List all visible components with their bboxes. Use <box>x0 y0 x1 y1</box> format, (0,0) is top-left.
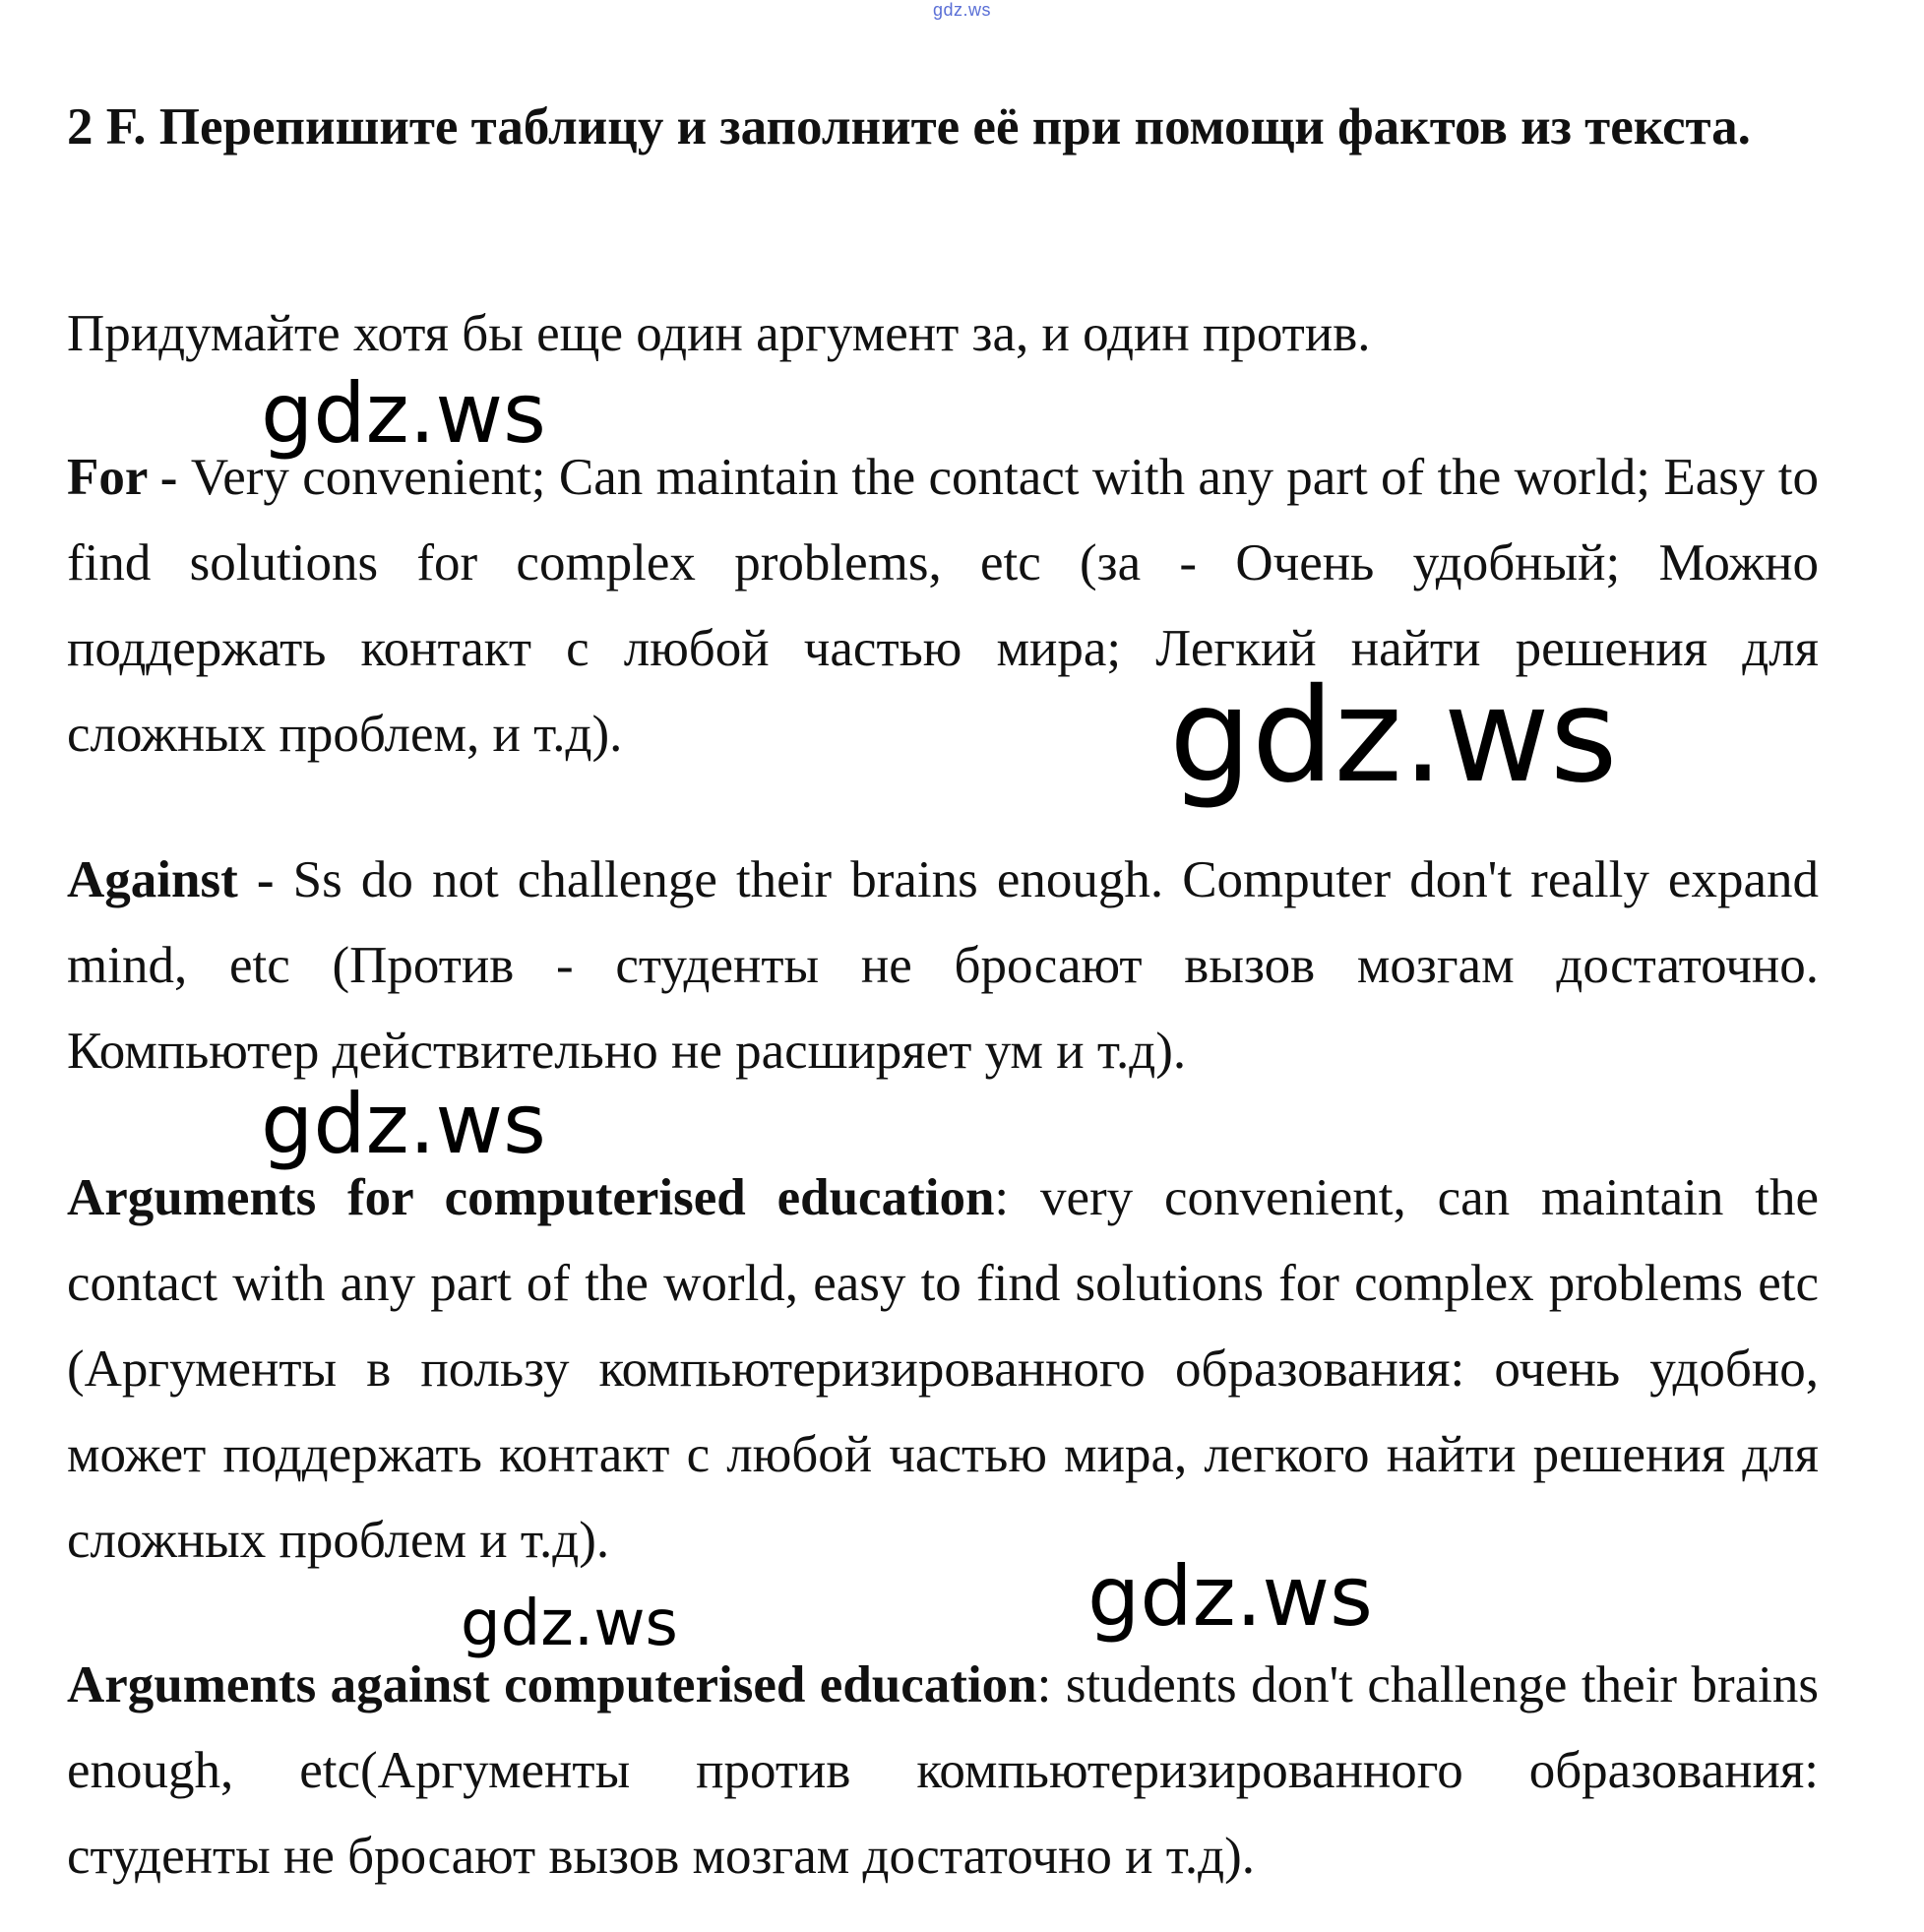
against-text: Ss do not challenge their brains enough. Computer don't really expand mind, etc (Против - студенты не бросают вызов мозгам достаточно. Компьютер действительно не расширяет ум и т.д). <box>67 851 1819 1080</box>
exercise-heading: 2 F. Перепишите таблицу и заполните её при помощи фактов из текста. <box>67 98 1751 156</box>
args-against-separator: : <box>1036 1656 1066 1714</box>
args-for-text: very convenient, can maintain the contact with any part of the world, easy to find solutions for complex problems etc (Аргументы в пользу компьютеризированного образования: очень удобно, может поддержать контакт с любой частью мира, легкого найти решения для сложных проблем и т.д). <box>67 1169 1819 1569</box>
args-for-separator: : <box>994 1169 1040 1226</box>
watermark: gdz.ws <box>261 365 546 462</box>
against-paragraph <box>67 838 1819 1094</box>
watermark: gdz.ws <box>261 1076 546 1172</box>
args-for-label: Arguments for computerised education <box>67 1169 995 1226</box>
args-against-text: students don't challenge their brains enough, etc(Аргументы против компьютеризированного образования: студенты не бросают вызов мозгам достаточно и т.д). <box>67 1656 1819 1885</box>
intro-paragraph: Придумайте хотя бы еще один аргумент за, и один против. <box>67 305 1371 362</box>
against-label: Against <box>67 851 238 908</box>
for-label: For <box>67 449 148 506</box>
watermark: gdz.ws <box>461 1588 678 1660</box>
watermark: gdz.ws <box>1087 1548 1373 1645</box>
args-for-paragraph <box>67 1155 1819 1584</box>
args-against-paragraph <box>67 1643 1819 1900</box>
for-text: Very convenient; Can maintain the contact with any part of the world; Easy to find solutions for complex problems, etc (за - Очень удобный; Можно поддержать контакт с любой частью мира; Легкий найти решения для сложных проблем, и т.д). <box>67 449 1819 763</box>
args-against-label: Arguments against computerised education <box>67 1656 1037 1714</box>
watermark: gdz.ws <box>1169 660 1618 812</box>
against-separator: - <box>237 851 293 908</box>
for-separator: - <box>147 449 191 506</box>
top-watermark: gdz.ws <box>932 0 992 20</box>
